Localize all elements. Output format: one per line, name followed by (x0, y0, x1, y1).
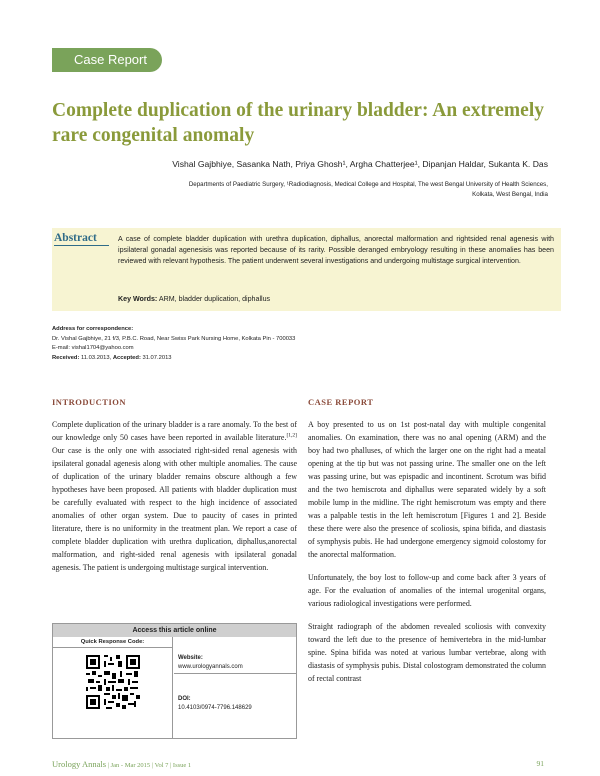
affiliation-line-1: Departments of Paediatric Surgery, ¹Radiodiagnosis, Medical College and Hospital, The west Bengal University of Health Sciences, (188, 181, 548, 188)
qr-label: Quick Response Code: (53, 637, 172, 648)
affiliation-line-2: Kolkata, West Bengal, India (472, 191, 548, 198)
doi-link[interactable]: 10.4103/0974-7796.148629 (178, 705, 252, 711)
keywords (118, 294, 554, 304)
case-report-body (308, 418, 546, 695)
qr-code-icon[interactable] (86, 655, 140, 709)
citation-ref[interactable]: [1,2] (286, 432, 297, 439)
introduction-body (52, 418, 297, 584)
article-title: Complete duplication of the urinary bladder: An extremely rare congenital anomaly (52, 100, 544, 146)
doi-row (174, 696, 296, 711)
accepted-label: Accepted: (112, 354, 141, 361)
info-divider (174, 673, 296, 674)
received-date: 11.03.2013, (81, 354, 112, 361)
access-online-box (52, 623, 297, 739)
website-link[interactable]: www.urologyannals.com (178, 664, 243, 670)
received-accepted-dates (52, 354, 412, 364)
accepted-date: 31.07.2013 (142, 354, 172, 361)
website-label: Website: (178, 655, 203, 661)
correspondence-label: Address for correspondence: (52, 326, 134, 332)
issue-info: | Jan - Mar 2015 | Vol 7 | Issue 1 (107, 762, 192, 769)
access-heading: Access this article online (53, 624, 296, 637)
received-label: Received: (52, 354, 80, 361)
affiliations (48, 180, 548, 200)
case-paragraph-2: Unfortunately, the boy lost to follow-up and come back after 3 years of age. For the evaluation of anomalies of the internal urogenital organs, various radiological investigations were performed. (308, 573, 546, 608)
correspondence-address: Dr. Vishal Gajbhiye, 21 f/3, P.B.C. Road, Near Swiss Park Nursing Home, Kolkata Pin - 700033 (52, 335, 296, 342)
page-number: 91 (536, 759, 544, 768)
keywords-label: Key Words: (118, 295, 158, 303)
keywords-value: ARM, bladder duplication, diphallus (158, 295, 271, 303)
correspondence-block (52, 325, 412, 363)
page-footer (52, 759, 545, 769)
qr-cell (53, 637, 173, 738)
case-paragraph-1: A boy presented to us on 1st post-natal day with multiple congenital anomalies. On examination, there was no anal opening (ARM) and the boy had two phalluses, of which the larger one on the right had a meatal opening at the tip but was not passing urine. The smaller one on the left was passing urine, but was epispadic and incontinent. Scrotum was bifid and the two hemiscrota and diphallus were separated widely by a soft mobile lump in the midline. The right hemiscrotum was empty and there was a palpable testis in the left hemiscrotum [Figures 1 and 2]. Beside these there were also the presence of scoliosis, spina bifida, and diastasis of symphysis pubis. He had undergone emergency sigmoid colostomy for the anorectal malformation. (308, 420, 546, 559)
journal-name: Urology Annals (52, 759, 107, 769)
intro-text-a: Complete duplication of the urinary bladder is a rare anomaly. To the best of our knowledge only 50 cases have been reported in available literature. (52, 420, 297, 442)
doi-label: DOI: (178, 696, 191, 702)
correspondence-email[interactable]: E-mail: vishal1704@yahoo.com (52, 345, 134, 351)
article-type-tag: Case Report (52, 48, 162, 72)
introduction-paragraph (52, 418, 297, 574)
abstract-label: Abstract (54, 232, 109, 246)
author-list: Vishal Gajbhiye, Sasanka Nath, Priya Ghosh¹, Argha Chatterjee¹, Dipanjan Haldar, Sukanta K. Das (172, 159, 548, 169)
abstract-text: A case of complete bladder duplication with urethra duplication, diphallus, anorectal malformation and rightsided renal agenesis with ipsilateral gonadal agenesisis was reported because of its rarity. Possible deranged embryology resulting in these anomalies has been reviewed with relevant hypothesis. The patient underwent several investigations and undergoing multistage surgical intervention. (118, 235, 554, 266)
intro-text-b: Our case is the only one with associated right-sided renal agenesis with ipsilateral gonadal agenesis along with other multiple anomalies. The cause of duplication of the urinary bladder remains obscure although a few hypotheses have been proposed. All patients with bladder duplication must be carefully evaluated with respect to the high incidence of associated anomalies of other organ system. Due to paucity of cases in printed literature, there is no uniformity in the treatment plan. We report a case of complete bladder duplication with urethra duplication, diphallus,anorectal malformation, and right-sided renal agenesis with ipsilateral gonadal agenesis. The patient is undergoing multistage surgical intervention. (52, 446, 297, 572)
introduction-heading: INTRODUCTION (52, 397, 127, 407)
website-row (174, 655, 296, 670)
case-paragraph-3: Straight radiograph of the abdomen revealed scoliosis with convexity toward the left due to the presence of hemivertebra in the mid-lumbar spine. Spina bifida was noted at various lumbar vertebrae, along with diastasis of symphysis pubis. Distal colostogram demonstrated the column of rectal contrast (308, 622, 546, 683)
case-report-heading: CASE REPORT (308, 397, 374, 407)
article-info-cell (174, 637, 296, 738)
